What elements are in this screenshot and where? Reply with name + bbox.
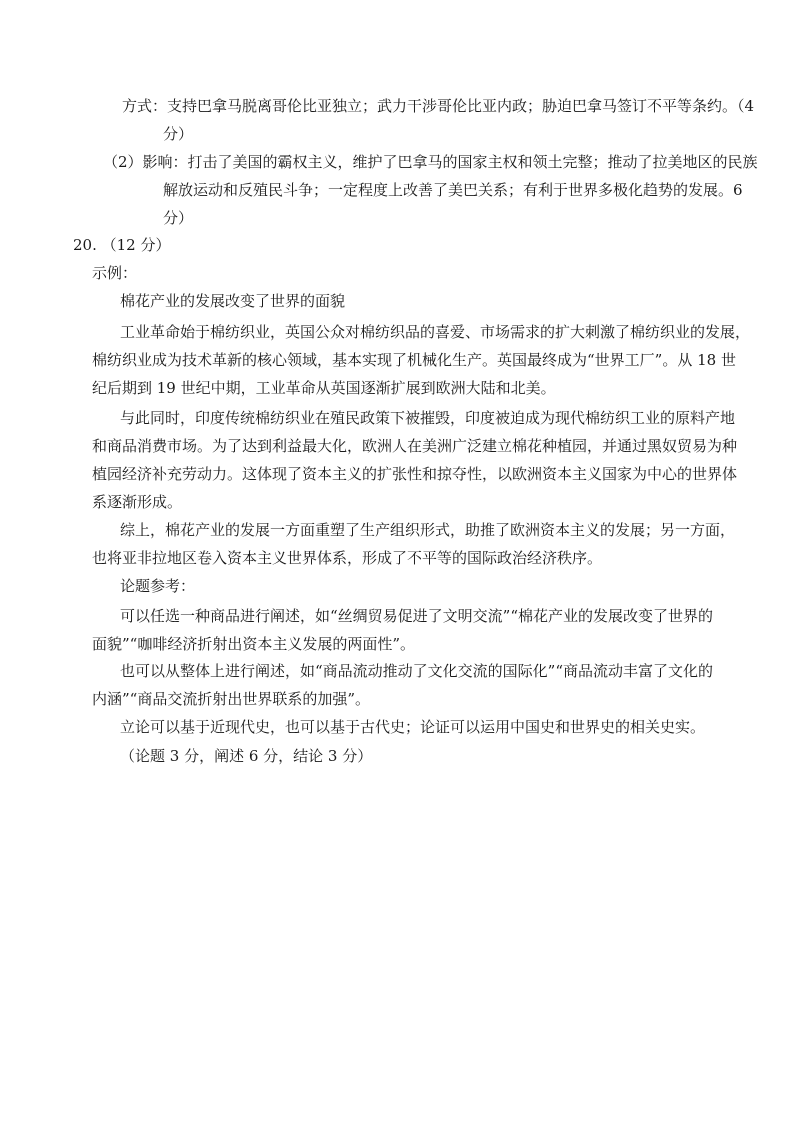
essay-p3-line-1: 综上，棉花产业的发展一方面重塑了生产组织形式，助推了欧洲资本主义的发展；另一方面， [120, 521, 736, 539]
reference-2-line-2: 内涵”“商品交流折射出世界联系的加强”。 [92, 690, 371, 708]
reference-1-line-2: 面貌”“咖啡经济折射出资本主义发展的两面性”。 [92, 635, 416, 653]
example-label: 示例： [92, 264, 138, 282]
essay-p1-line-1: 工业革命始于棉纺织业，英国公众对棉纺织品的喜爱、市场需求的扩大刺激了棉纺织业的发展， [120, 323, 751, 341]
method-line-1: 方式：支持巴拿马脱离哥伦比亚独立；武力干涉哥伦比亚内政；胁迫巴拿马签订不平等条约。（4 [122, 97, 755, 115]
scoring-note: （论题 3 分，阐述 6 分，结论 3 分） [120, 747, 373, 765]
essay-title: 棉花产业的发展改变了世界的面貌 [120, 292, 346, 310]
essay-p2-line-3: 植园经济补充劳动力。这体现了资本主义的扩张性和掠夺性，以欧洲资本主义国家为中心的世界体 [92, 465, 738, 483]
method-line-2: 分） [163, 125, 194, 143]
essay-p1-line-3: 纪后期到 19 世纪中期，工业革命从英国逐渐扩展到欧洲大陆和北美。 [92, 379, 556, 397]
essay-p3-line-2: 也将亚非拉地区卷入资本主义世界体系，形成了不平等的国际政治经济秩序。 [92, 549, 603, 567]
essay-p2-line-1: 与此同时，印度传统棉纺织业在殖民政策下被摧毁，印度被迫成为现代棉纺织工业的原料产地 [120, 409, 736, 427]
reference-label: 论题参考： [120, 577, 196, 595]
question-20-header: 20. （12 分） [73, 236, 171, 254]
essay-p2-line-2: 和商品消费市场。为了达到利益最大化，欧洲人在美洲广泛建立棉花种植园，并通过黑奴贸易为种 [92, 437, 738, 455]
impact-line-3: 分） [163, 209, 194, 227]
reference-3-line-1: 立论可以基于近现代史，也可以基于古代史；论证可以运用中国史和世界史的相关史实。 [120, 718, 706, 736]
essay-p1-line-2: 棉纺织业成为技术革新的核心领域，基本实现了机械化生产。英国最终成为“世界工厂”。从 18 世 [92, 351, 736, 369]
impact-line-2: 解放运动和反殖民斗争；一定程度上改善了美巴关系；有利于世界多极化趋势的发展。6 [163, 181, 743, 199]
reference-2-line-1: 也可以从整体上进行阐述，如“商品流动推动了文化交流的国际化”“商品流动丰富了文化的 [120, 662, 714, 680]
essay-p2-line-4: 系逐渐形成。 [92, 493, 183, 511]
impact-line-1: （2）影响：打击了美国的霸权主义，维护了巴拿马的国家主权和领土完整；推动了拉美地区的民族 [103, 153, 758, 171]
reference-1-line-1: 可以任选一种商品进行阐述，如“丝绸贸易促进了文明交流”“棉花产业的发展改变了世界的 [120, 607, 714, 625]
